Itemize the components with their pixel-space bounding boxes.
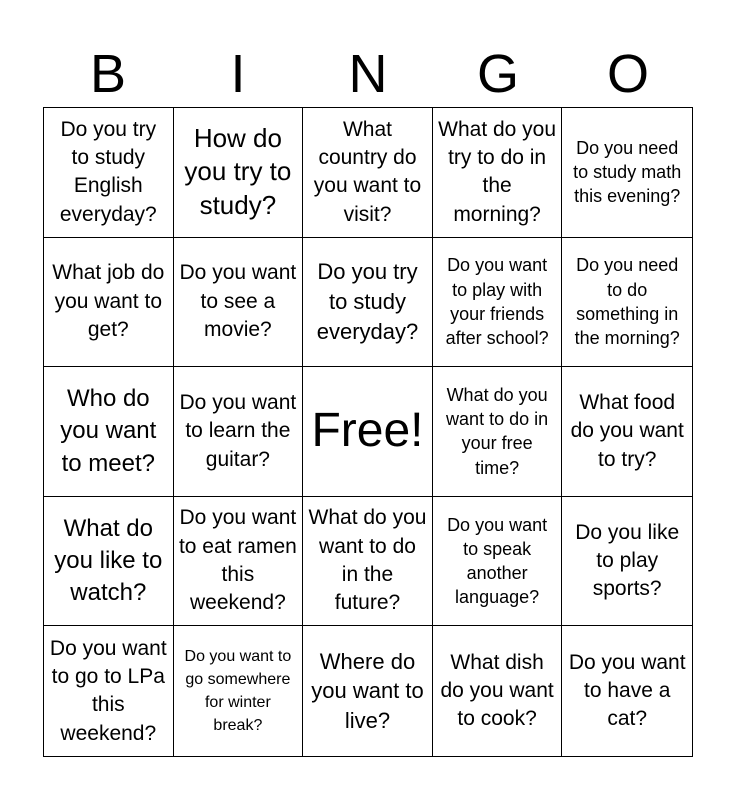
bingo-cell [174, 367, 304, 497]
bingo-cell [303, 108, 433, 238]
bingo-cell [174, 108, 304, 238]
bingo-cell [44, 367, 174, 497]
cell-text: Do you want to go somewhere for winter break? [184, 647, 292, 735]
bingo-cell [44, 238, 174, 368]
cell-text: What food do you want to try? [570, 390, 684, 471]
cell-text: What do you want to do in your free time? [446, 384, 549, 478]
bingo-cell [562, 108, 692, 238]
bingo-cell [433, 367, 563, 497]
header-letter-b: B [89, 44, 127, 104]
header-letter-g: G [476, 44, 519, 104]
cell-text: What country do you want to visit? [313, 117, 422, 226]
bingo-cell [433, 626, 563, 756]
bingo-cell [433, 108, 563, 238]
bingo-cell [174, 626, 304, 756]
cell-text: Do you want to eat ramen this weekend? [178, 506, 297, 615]
bingo-cell [562, 626, 692, 756]
cell-text: What do you want to do in the future? [308, 506, 427, 615]
cell-text: Do you want to have a cat? [568, 650, 686, 731]
free-space-label: Free! [311, 404, 424, 458]
cell-text: What do you like to watch? [54, 514, 163, 607]
header-letter-o: O [606, 44, 649, 104]
bingo-cell [562, 497, 692, 627]
bingo-board [43, 107, 693, 757]
cell-text: Do you try to study English everyday? [59, 117, 157, 226]
bingo-cell [433, 238, 563, 368]
bingo-cell [303, 626, 433, 756]
header-letter-n: N [348, 44, 388, 104]
bingo-cell [44, 497, 174, 627]
cell-text: Who do you want to meet? [60, 384, 157, 477]
bingo-cell [433, 497, 563, 627]
bingo-cell [303, 238, 433, 368]
cell-text: Do you try to study everyday? [316, 259, 419, 344]
cell-text: Do you want to learn the guitar? [179, 390, 297, 471]
free-space [303, 367, 433, 497]
bingo-cell [303, 497, 433, 627]
cell-text: Do you want to see a movie? [179, 261, 297, 342]
cell-text: Do you want to go to LPa this weekend? [49, 636, 167, 745]
bingo-cell [174, 497, 304, 627]
cell-text: Do you need to study math this evening? [573, 137, 682, 207]
cell-text: Do you like to play sports? [575, 520, 680, 601]
bingo-cell [562, 367, 692, 497]
bingo-cell [44, 626, 174, 756]
cell-text: Do you want to speak another language? [447, 514, 548, 608]
cell-text: What do you try to do in the morning? [438, 117, 557, 226]
cell-text: Do you need to do something in the morning? [574, 255, 680, 349]
bingo-cell [562, 238, 692, 368]
header-letter-i: I [230, 44, 246, 104]
cell-text: Do you want to play with your friends after school? [445, 255, 549, 349]
cell-text: What dish do you want to cook? [440, 650, 554, 731]
bingo-cell [174, 238, 304, 368]
bingo-header [43, 42, 693, 106]
bingo-cell [44, 108, 174, 238]
cell-text: What job do you want to get? [52, 261, 165, 342]
cell-text: Where do you want to live? [311, 648, 424, 734]
cell-text: How do you try to study? [184, 122, 292, 221]
